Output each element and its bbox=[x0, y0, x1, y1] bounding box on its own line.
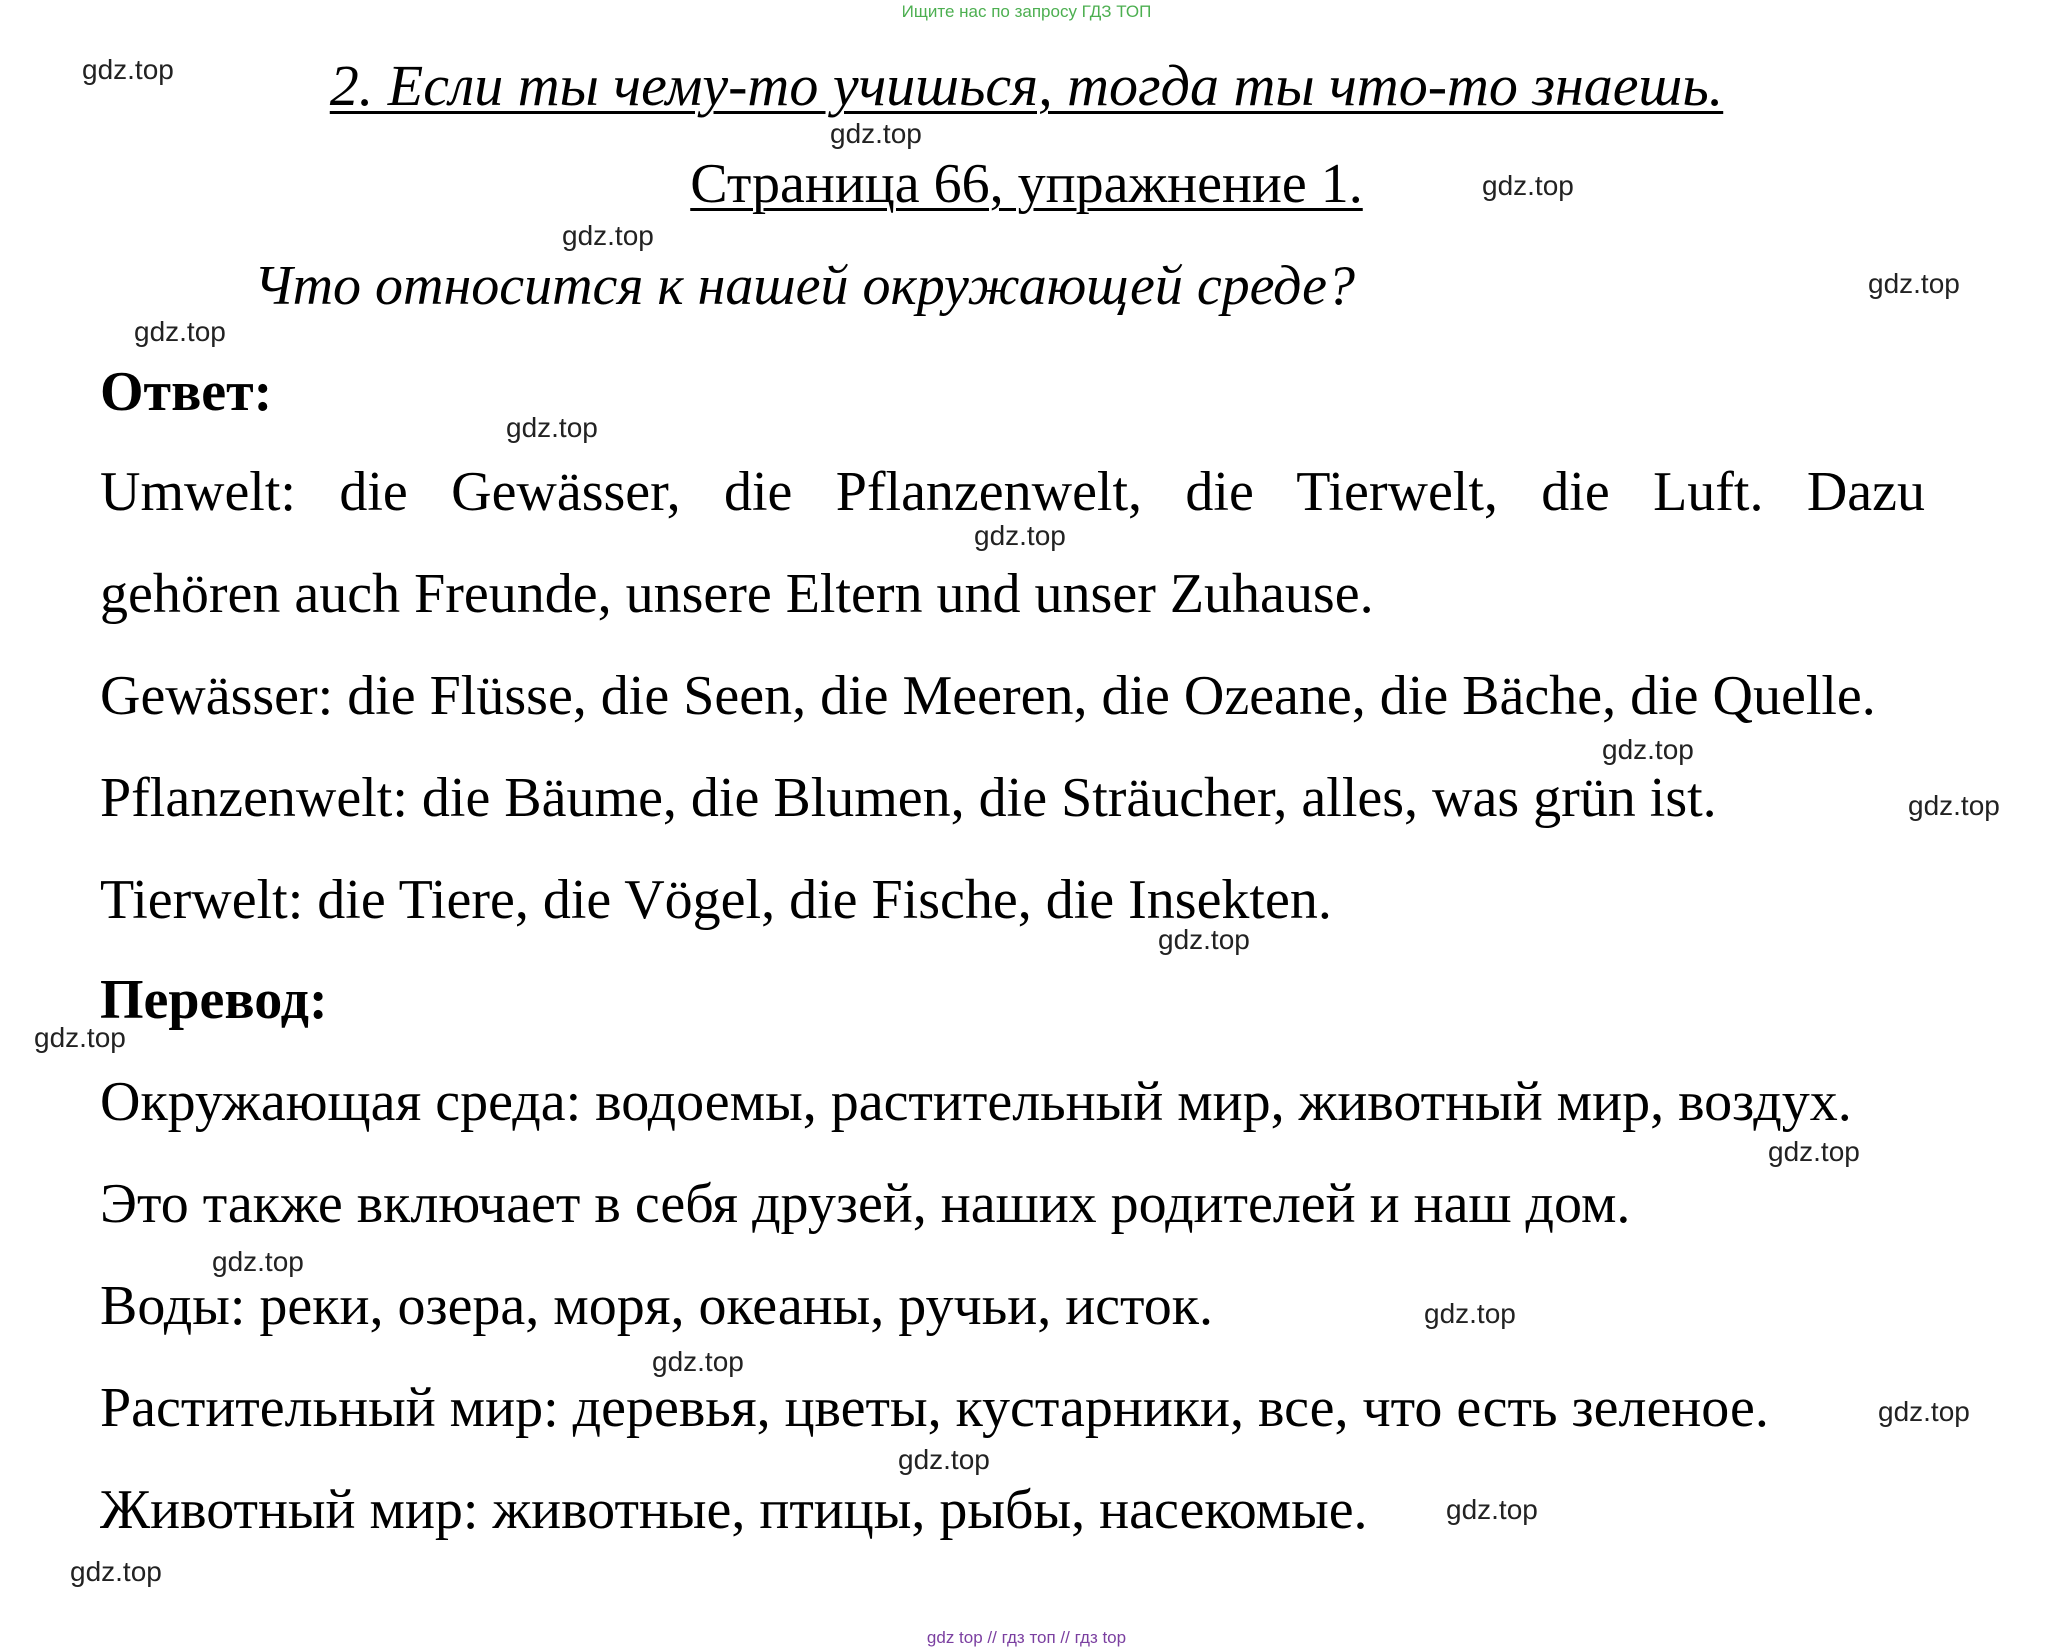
watermark: gdz.top bbox=[1768, 1136, 1860, 1167]
answer-line: Umwelt: die Gewässer, die Pflanzenwelt, die Tierwelt, die Luft. Dazu bbox=[100, 461, 1925, 523]
watermark: gdz.top bbox=[974, 520, 1066, 551]
translation-heading: Перевод: bbox=[100, 969, 328, 1031]
answer-line: Tierwelt: die Tiere, die Vögel, die Fische, die Insekten. bbox=[100, 869, 1332, 931]
top-banner: Ищите нас по запросу ГДЗ ТОП bbox=[901, 2, 1152, 21]
watermark: gdz.top bbox=[652, 1346, 744, 1377]
watermark: gdz.top bbox=[1158, 924, 1250, 955]
answer-line: Gewässer: die Flüsse, die Seen, die Meeren, die Ozeane, die Bäche, die Quelle. bbox=[100, 665, 1876, 727]
answer-line: Pflanzenwelt: die Bäume, die Blumen, die Sträucher, alles, was grün ist. bbox=[100, 767, 1717, 829]
watermark: gdz.top bbox=[34, 1022, 126, 1053]
watermark: gdz.top bbox=[134, 316, 226, 347]
answer-line: gehören auch Freunde, unsere Eltern und unser Zuhause. bbox=[100, 563, 1374, 625]
watermark: gdz.top bbox=[1424, 1298, 1516, 1329]
watermark: gdz.top bbox=[506, 412, 598, 443]
watermark: gdz.top bbox=[1908, 790, 2000, 821]
translation-line: Животный мир: животные, птицы, рыбы, насекомые. bbox=[100, 1479, 1368, 1541]
watermark: gdz.top bbox=[830, 118, 922, 149]
translation-line: Растительный мир: деревья, цветы, кустарники, все, что есть зеленое. bbox=[100, 1377, 1769, 1439]
watermark: gdz.top bbox=[212, 1246, 304, 1277]
translation-line: Это также включает в себя друзей, наших родителей и наш дом. bbox=[100, 1173, 1631, 1235]
watermark: gdz.top bbox=[82, 54, 174, 85]
answer-heading: Ответ: bbox=[100, 361, 273, 423]
watermark: gdz.top bbox=[1878, 1396, 1970, 1427]
chapter-title: 2. Если ты чему-то учишься, тогда ты что-то знаешь. bbox=[329, 53, 1724, 118]
watermark: gdz.top bbox=[562, 220, 654, 251]
watermark: gdz.top bbox=[1482, 170, 1574, 201]
bottom-banner: gdz top // гдз топ // гдз top bbox=[926, 1628, 1127, 1647]
watermark: gdz.top bbox=[1868, 268, 1960, 299]
watermark: gdz.top bbox=[70, 1556, 162, 1587]
question: Что относится к нашей окружающей среде? bbox=[254, 255, 1355, 317]
translation-line: Воды: реки, озера, моря, океаны, ручьи, исток. bbox=[100, 1275, 1213, 1337]
exercise-title: Страница 66, упражнение 1. bbox=[690, 153, 1363, 215]
translation-line: Окружающая среда: водоемы, растительный мир, животный мир, воздух. bbox=[100, 1071, 1852, 1133]
watermark: gdz.top bbox=[898, 1444, 990, 1475]
watermark: gdz.top bbox=[1446, 1494, 1538, 1525]
watermark: gdz.top bbox=[1602, 734, 1694, 765]
